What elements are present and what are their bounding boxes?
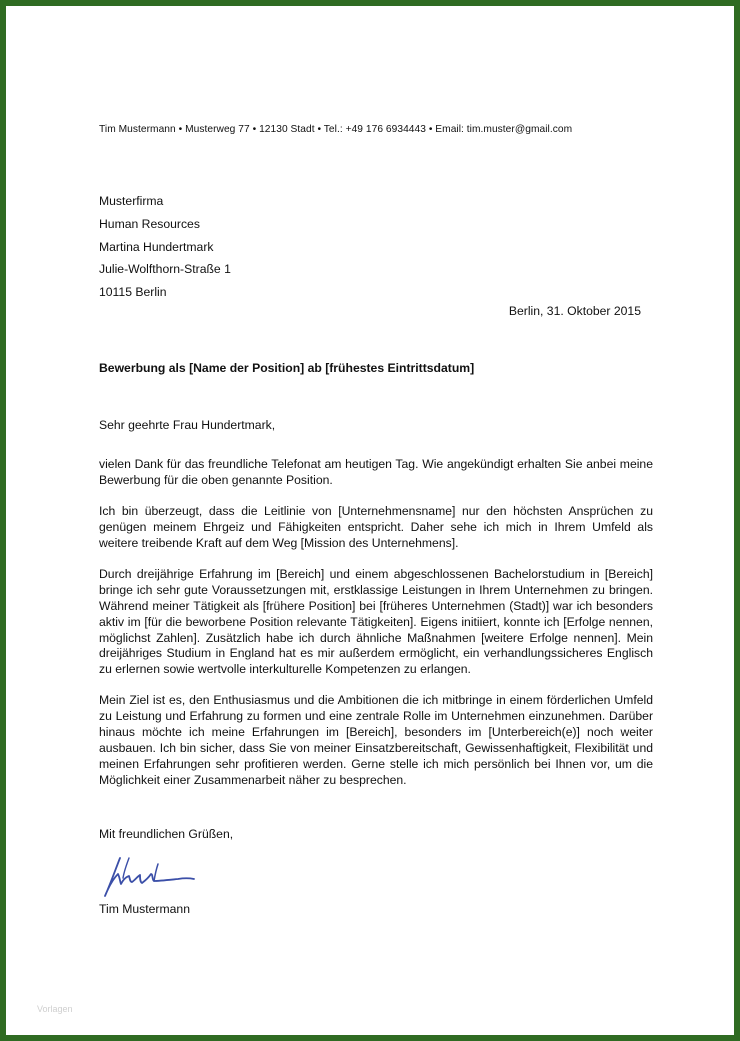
body-paragraph: Ich bin überzeugt, dass die Leitlinie von [Unternehmensname] nur den höchsten Ansprüchen zu genügen meinem Ehrgeiz und Fähigkeiten entspricht. Daher sehe ich mich in Ihrem Umfeld als weitere treibende Kraft auf dem Weg [Mission des Unternehmens]. <box>99 504 653 550</box>
signer-name: Tim Mustermann <box>99 902 190 916</box>
handwritten-signature <box>96 844 206 906</box>
watermark-text: Vorlagen <box>37 1004 73 1014</box>
recipient-person: Martina Hundertmark <box>99 239 214 254</box>
body-paragraph: vielen Dank für das freundliche Telefonat am heutigen Tag. Wie angekündigt erhalten Sie anbei meine Bewerbung für die oben genannte Position. <box>99 457 653 487</box>
letter-closing: Mit freundlichen Grüßen, <box>99 827 234 841</box>
sender-address-line: Tim Mustermann • Musterweg 77 • 12130 Stadt • Tel.: +49 176 6934443 • Email: tim.muster@gmail.com <box>99 124 573 135</box>
body-paragraph: Mein Ziel ist es, den Enthusiasmus und die Ambitionen die ich mitbringe in einem förderlichen Umfeld zu Leistung und Erfahrung zu formen und eine zentrale Rolle im Unternehmen einzunehmen. Darüber hinaus möchte ich meine Erfahrungen im [Bereich], besonders im [Unterbereich(e)] noch weiter ausbauen. Ich bin sicher, dass Sie von meiner Einsatzbereitschaft, Gewissenhaftigkeit, Flexibilität und meinen Erfahrungen sehr profitieren werden. Gerne stelle ich mich persönlich bei Ihnen vor, um die Möglichkeit einer Zusammenarbeit näher zu besprechen. <box>99 693 653 787</box>
recipient-city: 10115 Berlin <box>99 285 167 300</box>
letter-salutation: Sehr geehrte Frau Hundertmark, <box>99 418 276 432</box>
body-paragraph: Durch dreijährige Erfahrung im [Bereich] und einem abgeschlossenen Bachelorstudium in [Bereich] bringe ich sehr gute Voraussetzungen mit, erstklassige Leistungen in Ihrem Unternehmen zu bringen. Während meiner Tätigkeit als [frühere Position] bei [früheres Unternehmen (Stadt)] war ich besonders aktiv im [für die beworbene Position relevante Tätigkeiten]. Eigens initiiert, konnte ich [Erfolge nennen, möglichst Zahlen]. Zusätzlich habe ich durch ähnliche Maßnahmen [weitere Erfolge nennen]. Mein dreijähriges Studium in England hat es mir außerdem ermöglicht, ein verhandlungssicheres Englisch zu erlernen sowie wertvolle interkulturelle Kompetenzen zu erlangen. <box>99 566 653 677</box>
letter-date: Berlin, 31. Oktober 2015 <box>508 304 641 318</box>
recipient-address-block <box>99 190 231 304</box>
letter-body <box>99 457 653 804</box>
recipient-company: Musterfirma <box>99 194 164 208</box>
recipient-department: Human Resources <box>99 216 200 231</box>
recipient-street: Julie-Wolfthorn-Straße 1 <box>99 262 231 277</box>
letter-subject: Bewerbung als [Name der Position] ab [frühestes Eintrittsdatum] <box>99 361 475 375</box>
